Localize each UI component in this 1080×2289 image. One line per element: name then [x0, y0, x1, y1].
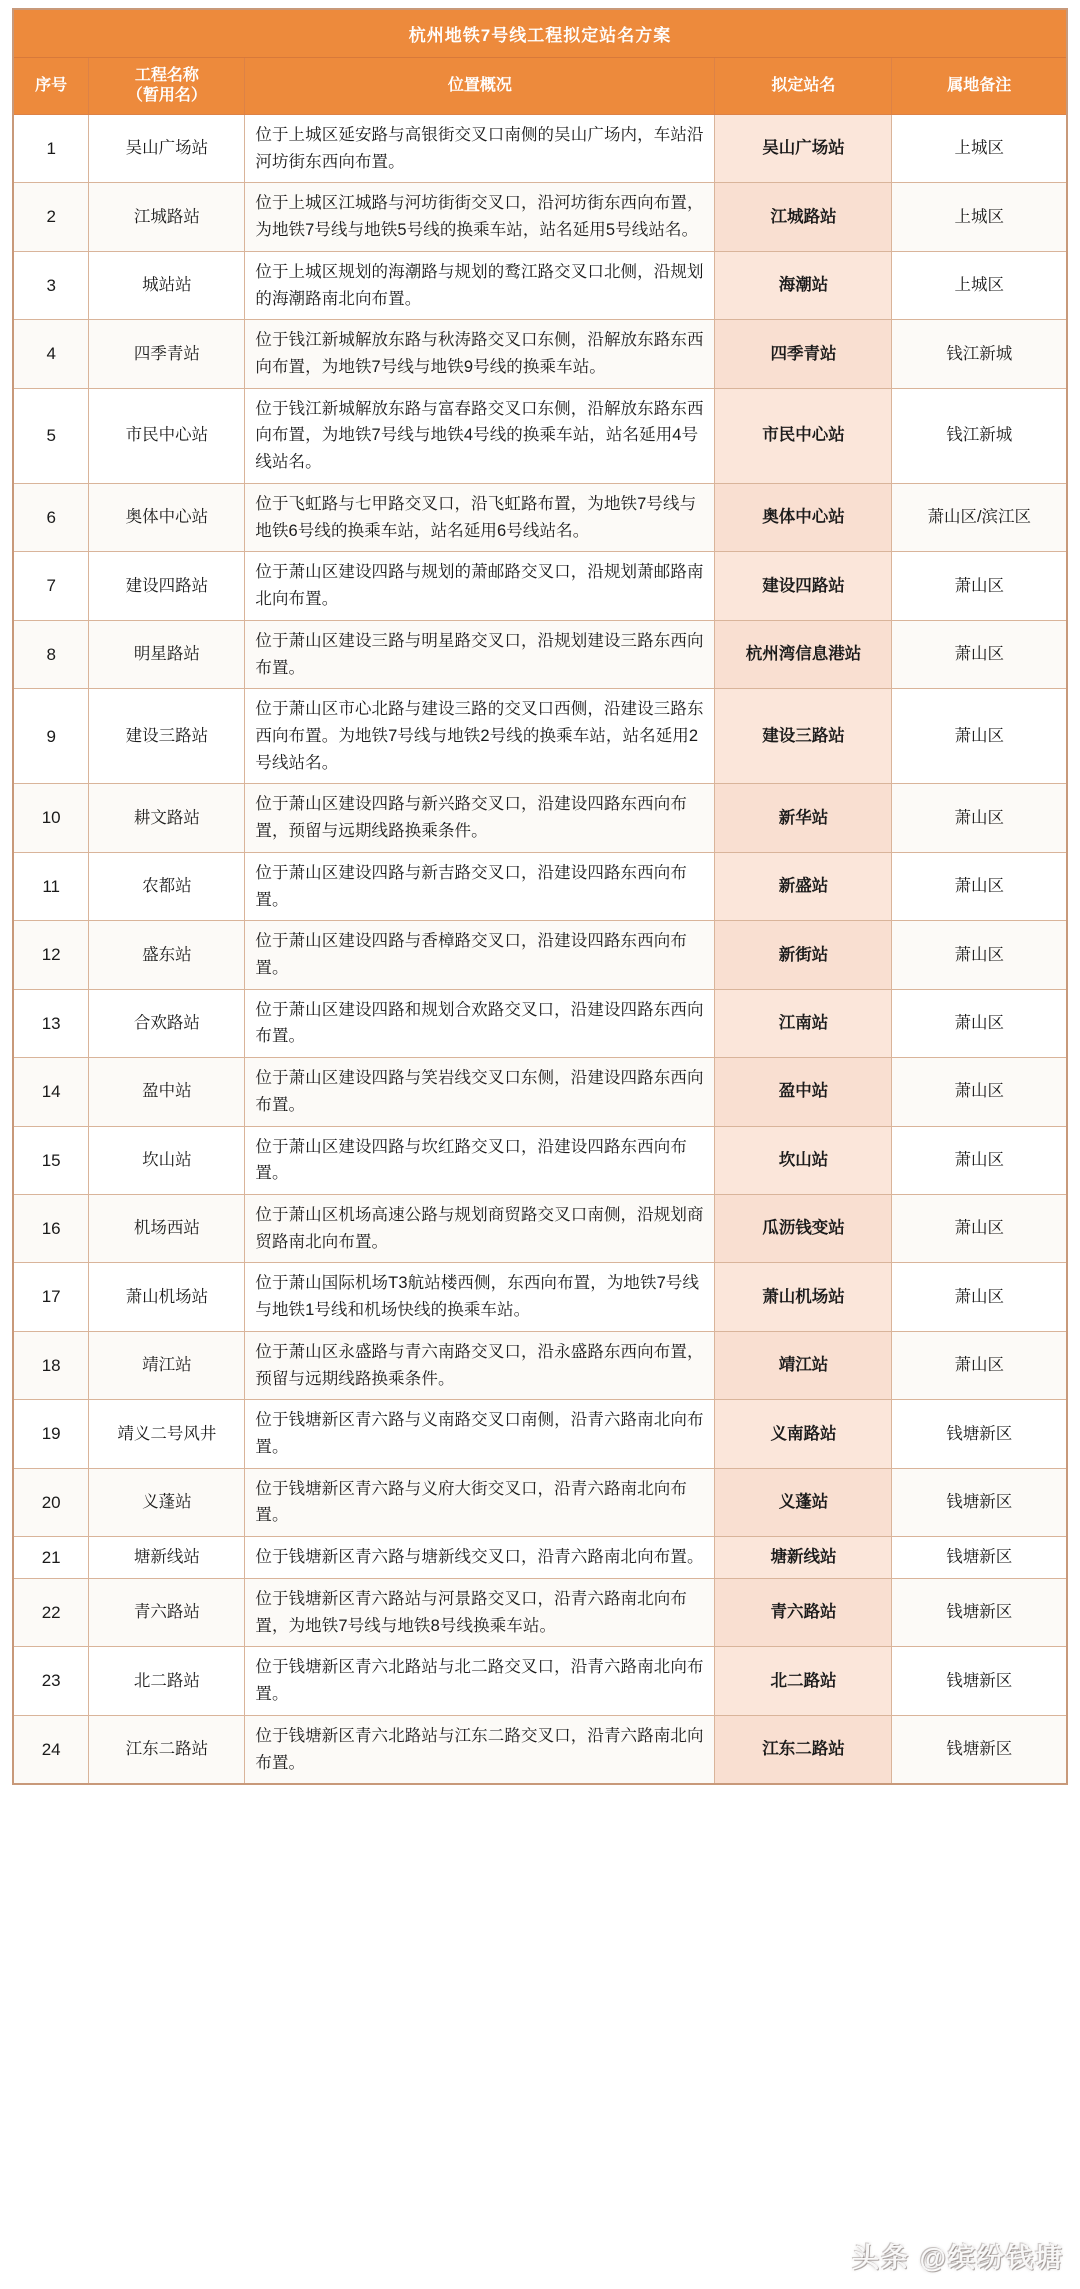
row-proposed-station-name: 义蓬站 [715, 1468, 892, 1536]
table-row [13, 1331, 1067, 1399]
row-sequence: 21 [13, 1537, 89, 1579]
row-sequence: 10 [13, 784, 89, 852]
row-sequence: 13 [13, 989, 89, 1057]
column-header-project-line2: （暂用名） [126, 87, 207, 104]
row-district-note: 上城区 [892, 251, 1067, 319]
column-header-project [89, 58, 245, 115]
table-row [13, 1263, 1067, 1331]
column-header-location: 位置概况 [245, 58, 715, 115]
table-row [13, 1400, 1067, 1468]
table-row [13, 989, 1067, 1057]
row-proposed-station-name: 新街站 [715, 921, 892, 989]
row-district-note: 钱江新城 [892, 388, 1067, 483]
row-project-name: 合欢路站 [89, 989, 245, 1057]
row-location-description: 位于萧山国际机场T3航站楼西侧，东西向布置，为地铁7号线与地铁1号线和机场快线的换乘车站。 [245, 1263, 715, 1331]
row-sequence: 24 [13, 1715, 89, 1784]
table-title: 杭州地铁7号线工程拟定站名方案 [13, 9, 1067, 58]
row-district-note: 萧山区 [892, 1331, 1067, 1399]
row-proposed-station-name: 海潮站 [715, 251, 892, 319]
row-project-name: 盈中站 [89, 1058, 245, 1126]
row-project-name: 四季青站 [89, 320, 245, 388]
row-location-description: 位于萧山区建设四路与香樟路交叉口，沿建设四路东西向布置。 [245, 921, 715, 989]
row-location-description: 位于钱塘新区青六路与塘新线交叉口，沿青六路南北向布置。 [245, 1537, 715, 1579]
row-sequence: 7 [13, 552, 89, 620]
row-location-description: 位于萧山区永盛路与青六南路交叉口，沿永盛路东西向布置，预留与远期线路换乘条件。 [245, 1331, 715, 1399]
row-location-description: 位于上城区江城路与河坊街街交叉口，沿河坊街东西向布置，为地铁7号线与地铁5号线的换乘车站，站名延用5号线站名。 [245, 183, 715, 251]
row-proposed-station-name: 建设四路站 [715, 552, 892, 620]
table-row [13, 1715, 1067, 1784]
row-district-note: 萧山区 [892, 1058, 1067, 1126]
row-sequence: 15 [13, 1126, 89, 1194]
row-location-description: 位于萧山区建设四路与坎红路交叉口，沿建设四路东西向布置。 [245, 1126, 715, 1194]
row-location-description: 位于飞虹路与七甲路交叉口，沿飞虹路布置，为地铁7号线与地铁6号线的换乘车站，站名延用6号线站名。 [245, 483, 715, 551]
row-proposed-station-name: 江东二路站 [715, 1715, 892, 1784]
row-project-name: 城站站 [89, 251, 245, 319]
row-sequence: 9 [13, 689, 89, 784]
row-location-description: 位于钱塘新区青六北路站与江东二路交叉口，沿青六路南北向布置。 [245, 1715, 715, 1784]
row-project-name: 建设四路站 [89, 552, 245, 620]
row-location-description: 位于萧山区建设四路与新兴路交叉口，沿建设四路东西向布置，预留与远期线路换乘条件。 [245, 784, 715, 852]
row-proposed-station-name: 四季青站 [715, 320, 892, 388]
row-sequence: 23 [13, 1647, 89, 1715]
table-row [13, 921, 1067, 989]
row-location-description: 位于萧山区建设四路与规划的萧邮路交叉口，沿规划萧邮路南北向布置。 [245, 552, 715, 620]
row-project-name: 坎山站 [89, 1126, 245, 1194]
row-sequence: 4 [13, 320, 89, 388]
row-proposed-station-name: 盈中站 [715, 1058, 892, 1126]
column-header-project-line1: 工程名称 [134, 67, 199, 84]
row-location-description: 位于钱塘新区青六路与义府大街交叉口，沿青六路南北向布置。 [245, 1468, 715, 1536]
table-row [13, 784, 1067, 852]
row-district-note: 钱塘新区 [892, 1578, 1067, 1646]
row-project-name: 江城路站 [89, 183, 245, 251]
row-location-description: 位于萧山区建设三路与明星路交叉口，沿规划建设三路东西向布置。 [245, 620, 715, 688]
row-location-description: 位于上城区延安路与高银街交叉口南侧的吴山广场内，车站沿河坊街东西向布置。 [245, 115, 715, 183]
table-row [13, 483, 1067, 551]
row-project-name: 奥体中心站 [89, 483, 245, 551]
watermark [852, 2236, 1064, 2275]
row-sequence: 18 [13, 1331, 89, 1399]
row-district-note: 萧山区 [892, 989, 1067, 1057]
row-location-description: 位于萧山区建设四路和规划合欢路交叉口，沿建设四路东西向布置。 [245, 989, 715, 1057]
row-proposed-station-name: 塘新线站 [715, 1537, 892, 1579]
row-proposed-station-name: 江南站 [715, 989, 892, 1057]
row-sequence: 14 [13, 1058, 89, 1126]
table-body [13, 115, 1067, 1785]
row-district-note: 钱塘新区 [892, 1468, 1067, 1536]
table-row [13, 1468, 1067, 1536]
row-sequence: 12 [13, 921, 89, 989]
table-title-row [13, 9, 1067, 58]
row-proposed-station-name: 北二路站 [715, 1647, 892, 1715]
row-project-name: 盛东站 [89, 921, 245, 989]
row-project-name: 北二路站 [89, 1647, 245, 1715]
row-proposed-station-name: 坎山站 [715, 1126, 892, 1194]
row-proposed-station-name: 萧山机场站 [715, 1263, 892, 1331]
row-location-description: 位于钱塘新区青六路与义南路交叉口南侧，沿青六路南北向布置。 [245, 1400, 715, 1468]
row-district-note: 萧山区 [892, 1126, 1067, 1194]
table-row [13, 115, 1067, 183]
table-row [13, 320, 1067, 388]
row-sequence: 19 [13, 1400, 89, 1468]
row-sequence: 22 [13, 1578, 89, 1646]
row-proposed-station-name: 杭州湾信息港站 [715, 620, 892, 688]
row-district-note: 上城区 [892, 183, 1067, 251]
row-project-name: 江东二路站 [89, 1715, 245, 1784]
row-proposed-station-name: 建设三路站 [715, 689, 892, 784]
row-proposed-station-name: 新盛站 [715, 852, 892, 920]
table-row [13, 251, 1067, 319]
row-proposed-station-name: 市民中心站 [715, 388, 892, 483]
row-proposed-station-name: 奥体中心站 [715, 483, 892, 551]
row-project-name: 靖义二号风井 [89, 1400, 245, 1468]
row-location-description: 位于萧山区建设四路与新吉路交叉口，沿建设四路东西向布置。 [245, 852, 715, 920]
row-project-name: 明星路站 [89, 620, 245, 688]
row-location-description: 位于钱塘新区青六路站与河景路交叉口，沿青六路南北向布置，为地铁7号线与地铁8号线换乘车站。 [245, 1578, 715, 1646]
table-head [13, 9, 1067, 115]
row-location-description: 位于钱江新城解放东路与富春路交叉口东侧，沿解放东路东西向布置，为地铁7号线与地铁4号线的换乘车站，站名延用4号线站名。 [245, 388, 715, 483]
table-row [13, 388, 1067, 483]
table-row [13, 852, 1067, 920]
row-project-name: 机场西站 [89, 1195, 245, 1263]
table-row [13, 183, 1067, 251]
row-project-name: 市民中心站 [89, 388, 245, 483]
row-district-note: 萧山区 [892, 1195, 1067, 1263]
row-project-name: 义蓬站 [89, 1468, 245, 1536]
row-project-name: 农都站 [89, 852, 245, 920]
row-proposed-station-name: 新华站 [715, 784, 892, 852]
table-row [13, 552, 1067, 620]
row-location-description: 位于萧山区市心北路与建设三路的交叉口西侧，沿建设三路东西向布置。为地铁7号线与地铁2号线的换乘车站，站名延用2号线站名。 [245, 689, 715, 784]
row-sequence: 2 [13, 183, 89, 251]
row-location-description: 位于钱塘新区青六北路站与北二路交叉口，沿青六路南北向布置。 [245, 1647, 715, 1715]
row-proposed-station-name: 义南路站 [715, 1400, 892, 1468]
row-proposed-station-name: 吴山广场站 [715, 115, 892, 183]
row-sequence: 5 [13, 388, 89, 483]
table-header-row [13, 58, 1067, 115]
table-row [13, 1647, 1067, 1715]
row-district-note: 钱塘新区 [892, 1537, 1067, 1579]
row-project-name: 吴山广场站 [89, 115, 245, 183]
station-name-table [12, 8, 1068, 1785]
row-district-note: 钱塘新区 [892, 1400, 1067, 1468]
row-district-note: 钱江新城 [892, 320, 1067, 388]
row-district-note: 萧山区 [892, 689, 1067, 784]
row-location-description: 位于钱江新城解放东路与秋涛路交叉口东侧，沿解放东路东西向布置，为地铁7号线与地铁9号线的换乘车站。 [245, 320, 715, 388]
column-header-seq: 序号 [13, 58, 89, 115]
row-proposed-station-name: 靖江站 [715, 1331, 892, 1399]
row-sequence: 16 [13, 1195, 89, 1263]
row-district-note: 钱塘新区 [892, 1715, 1067, 1784]
row-district-note: 钱塘新区 [892, 1647, 1067, 1715]
row-district-note: 上城区 [892, 115, 1067, 183]
row-district-note: 萧山区 [892, 620, 1067, 688]
table-row [13, 1126, 1067, 1194]
row-project-name: 靖江站 [89, 1331, 245, 1399]
row-proposed-station-name: 瓜沥钱变站 [715, 1195, 892, 1263]
table-row [13, 1578, 1067, 1646]
row-project-name: 耕文路站 [89, 784, 245, 852]
row-project-name: 青六路站 [89, 1578, 245, 1646]
row-proposed-station-name: 青六路站 [715, 1578, 892, 1646]
table-row [13, 689, 1067, 784]
row-location-description: 位于上城区规划的海潮路与规划的鹜江路交叉口北侧，沿规划的海潮路南北向布置。 [245, 251, 715, 319]
row-location-description: 位于萧山区机场高速公路与规划商贸路交叉口南侧，沿规划商贸路南北向布置。 [245, 1195, 715, 1263]
row-district-note: 萧山区/滨江区 [892, 483, 1067, 551]
table-row [13, 1195, 1067, 1263]
row-sequence: 1 [13, 115, 89, 183]
row-district-note: 萧山区 [892, 852, 1067, 920]
row-district-note: 萧山区 [892, 921, 1067, 989]
row-sequence: 8 [13, 620, 89, 688]
column-header-station-name: 拟定站名 [715, 58, 892, 115]
row-sequence: 11 [13, 852, 89, 920]
row-location-description: 位于萧山区建设四路与笑岩线交叉口东侧，沿建设四路东西向布置。 [245, 1058, 715, 1126]
watermark-text: 头条 @缤纷钱塘 [852, 2243, 1064, 2273]
table-row [13, 620, 1067, 688]
row-project-name: 萧山机场站 [89, 1263, 245, 1331]
column-header-district-note: 属地备注 [892, 58, 1067, 115]
row-sequence: 6 [13, 483, 89, 551]
row-project-name: 塘新线站 [89, 1537, 245, 1579]
row-district-note: 萧山区 [892, 552, 1067, 620]
table-row [13, 1058, 1067, 1126]
row-proposed-station-name: 江城路站 [715, 183, 892, 251]
row-sequence: 3 [13, 251, 89, 319]
row-district-note: 萧山区 [892, 1263, 1067, 1331]
row-project-name: 建设三路站 [89, 689, 245, 784]
row-sequence: 20 [13, 1468, 89, 1536]
row-district-note: 萧山区 [892, 784, 1067, 852]
row-sequence: 17 [13, 1263, 89, 1331]
table-row [13, 1537, 1067, 1579]
